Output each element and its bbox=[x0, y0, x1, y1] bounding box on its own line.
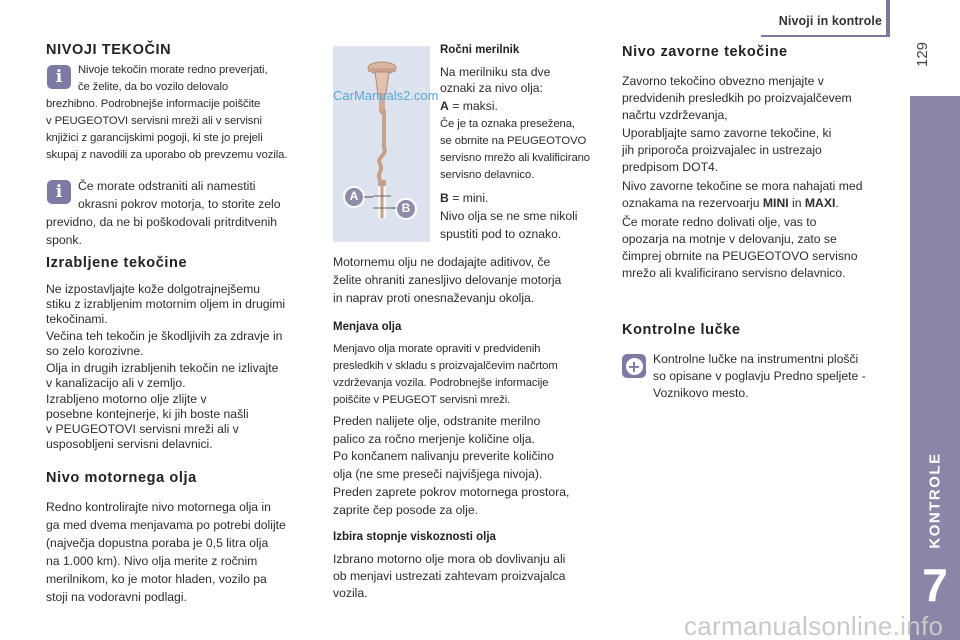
paragraph-line: predvidenih presledkih po proizvajalčevem bbox=[622, 91, 852, 105]
section-title: NIVOJI TEKOČIN bbox=[46, 42, 172, 58]
paragraph-line: Motornemu olju ne dodajajte aditivov, če bbox=[333, 255, 551, 269]
warning-icon: i bbox=[47, 180, 71, 204]
paragraph-line: Menjavo olja morate opraviti v predvidenih bbox=[333, 343, 541, 355]
paragraph-line: tekočinami. bbox=[46, 312, 108, 326]
paragraph-line: Po končanem nalivanju preverite količino bbox=[333, 449, 554, 463]
paragraph-line: vzdrževanja vozila. Podrobnejše informacije bbox=[333, 377, 549, 389]
dipstick-illustration bbox=[333, 46, 430, 242]
warning-lamps-heading: Kontrolne lučke bbox=[622, 322, 741, 338]
paragraph-line: vozila. bbox=[333, 586, 368, 600]
note-line: Če je ta oznaka presežena, bbox=[440, 118, 575, 130]
paragraph-line: Olja in drugih izrabljenih tekočin ne izlivajte bbox=[46, 361, 279, 375]
marker-a-label: A bbox=[349, 189, 359, 203]
marker-b-definition: B = mini. bbox=[440, 191, 489, 205]
oil-level-heading: Nivo motornega olja bbox=[46, 470, 197, 486]
paragraph-line: posebne kontejnerje, ki jih boste našli bbox=[46, 407, 249, 421]
info-note-line: če želite, da bo vozilo delovalo bbox=[78, 81, 229, 93]
info-note-line: knjižici z garancijskimi pogoji, ki ste jo prejeli bbox=[46, 132, 263, 144]
paragraph-line: Izrabljeno motorno olje zlijte v bbox=[46, 392, 207, 406]
paragraph-line: želite ohraniti zanesljivo delovanje motorja bbox=[333, 273, 562, 287]
paragraph-line: olja (ne sme preseči najvišjega nivoja). bbox=[333, 467, 543, 481]
paragraph-line: mrežo ali kvalificirano servisno delavnico. bbox=[622, 266, 846, 280]
info-note-line: brezhibno. Podrobnejše informacije poiščite bbox=[46, 98, 261, 110]
header-bar bbox=[886, 0, 890, 37]
paragraph-line: so zelo korozivne. bbox=[46, 344, 144, 358]
paragraph-line: Uporabljajte samo zavorne tekočine, ki bbox=[622, 126, 832, 140]
oil-change-heading: Menjava olja bbox=[333, 321, 402, 333]
paragraph-line: palico za ročno merjenje količine olja. bbox=[333, 432, 535, 446]
paragraph-line: Zavorno tekočino obvezno menjajte v bbox=[622, 74, 824, 88]
paragraph-line: oznaki za nivo olja: bbox=[440, 81, 543, 95]
paragraph-line: Ne izpostavljajte kože dolgotrajnejšemu bbox=[46, 282, 261, 296]
info-note-line: skupaj z navodili za uporabo ob prevzemu vozila. bbox=[46, 149, 288, 161]
viscosity-heading: Izbira stopnje viskoznosti olja bbox=[333, 531, 496, 543]
header-title: Nivoji in kontrole bbox=[778, 14, 882, 28]
paragraph-line: in naprav proti onesnaževanju okolja. bbox=[333, 291, 535, 305]
marker-b-label: B bbox=[401, 201, 411, 215]
paragraph-line: Če morate redno dolivati olje, vas to bbox=[622, 215, 817, 229]
paragraph-line: (največja dopustna poraba je 0,5 litra olja bbox=[46, 536, 269, 550]
warning-line: sponk. bbox=[46, 233, 82, 247]
used-fluids-heading: Izrabljene tekočine bbox=[46, 255, 188, 271]
paragraph-line: poiščite v PEUGEOT servisni mreži. bbox=[333, 394, 511, 406]
paragraph-line: stoji na vodoravni podlagi. bbox=[46, 590, 187, 604]
note-line: se obrnite na PEUGEOTOVO bbox=[440, 135, 587, 147]
dipstick-icon bbox=[333, 46, 430, 242]
warning-line: Če morate odstraniti ali namestiti bbox=[78, 179, 256, 193]
paragraph-line: Redno kontrolirajte nivo motornega olja in bbox=[46, 500, 271, 514]
paragraph-line: predpisom DOT4. bbox=[622, 160, 719, 174]
paragraph-line: načrtu vzdrževanja, bbox=[622, 108, 728, 122]
brake-fluid-heading: Nivo zavorne tekočine bbox=[622, 44, 788, 60]
paragraph-line: jih priporoča proizvajalec in ustrezajo bbox=[622, 143, 822, 157]
paragraph-line: Večina teh tekočin je škodljivih za zdravje in bbox=[46, 329, 283, 343]
warning-line: okrasni pokrov motorja, to storite zelo bbox=[78, 197, 281, 211]
watermark-top: CarManuals2.com bbox=[333, 88, 439, 103]
info-note-line: v PEUGEOTOVI servisni mreži ali v servisni bbox=[46, 115, 262, 127]
page-number: 129 bbox=[914, 41, 932, 67]
paragraph-line: Preden nalijete olje, odstranite merilno bbox=[333, 414, 541, 428]
paragraph-line: ob menjavi ustrezati zahtevam proizvajalca bbox=[333, 569, 566, 583]
marker-a-definition: A = maksi. bbox=[440, 99, 498, 113]
paragraph-line: na 1.000 km). Nivo olja merite z ročnim bbox=[46, 554, 258, 568]
paragraph-line: opozarja na motnje v delovanju, zato se bbox=[622, 232, 837, 246]
header-rule bbox=[761, 35, 886, 37]
brake-reservoir-marks: oznakama na rezervoarju MINI in MAXI. bbox=[622, 196, 839, 210]
paragraph-line: v PEUGEOTOVI servisni mreži ali v bbox=[46, 422, 239, 436]
warning-line: previdno, da ne bi poškodovali pritrditvenih bbox=[46, 215, 278, 229]
info-icon: i bbox=[47, 65, 71, 89]
info-note-line: Nivoje tekočin morate redno preverjati, bbox=[78, 64, 268, 76]
paragraph-line: spustiti pod to oznako. bbox=[440, 227, 562, 241]
watermark-bottom: carmanualsonline.info bbox=[684, 611, 944, 640]
paragraph-line: Na merilniku sta dve bbox=[440, 65, 551, 79]
paragraph-line: Preden zaprete pokrov motornega prostora, bbox=[333, 485, 570, 499]
dipstick-heading: Ročni merilnik bbox=[440, 44, 520, 56]
paragraph-line: zaprite čep posode za olje. bbox=[333, 503, 478, 517]
paragraph-line: Voznikovo mesto. bbox=[653, 386, 749, 400]
paragraph-line: v kanalizacijo ali v zemljo. bbox=[46, 376, 186, 390]
paragraph-line: Nivo olja se ne sme nikoli bbox=[440, 209, 578, 223]
paragraph-line: Kontrolne lučke na instrumentni plošči bbox=[653, 352, 859, 366]
chapter-number: 7 bbox=[922, 559, 948, 611]
paragraph-line: presledkih v skladu s proizvajalčevim načrtom bbox=[333, 360, 558, 372]
chapter-label: KONTROLE bbox=[926, 451, 944, 549]
paragraph-line: Nivo zavorne tekočine se mora nahajati med bbox=[622, 179, 863, 193]
paragraph-line: so opisane v poglavju Predno speljete - bbox=[653, 369, 866, 383]
note-line: servisno mrežo ali kvalificirano bbox=[440, 152, 590, 164]
paragraph-line: ga med dvema menjavama po potrebi dolijte bbox=[46, 518, 286, 532]
note-line: servisno delavnico. bbox=[440, 169, 535, 181]
paragraph-line: stiku z izrabljenim motornim oljem in drugimi bbox=[46, 297, 286, 311]
paragraph-line: merilnikom, ko je motor hladen, vozilo pa bbox=[46, 572, 267, 586]
paragraph-line: čimprej obrnite na PEUGEOTOVO servisno bbox=[622, 249, 858, 263]
paragraph-line: usposobljeni servisni delavnici. bbox=[46, 437, 213, 451]
plus-icon: + bbox=[622, 354, 646, 378]
paragraph-line: Izbrano motorno olje mora ob dovlivanju ali bbox=[333, 552, 566, 566]
